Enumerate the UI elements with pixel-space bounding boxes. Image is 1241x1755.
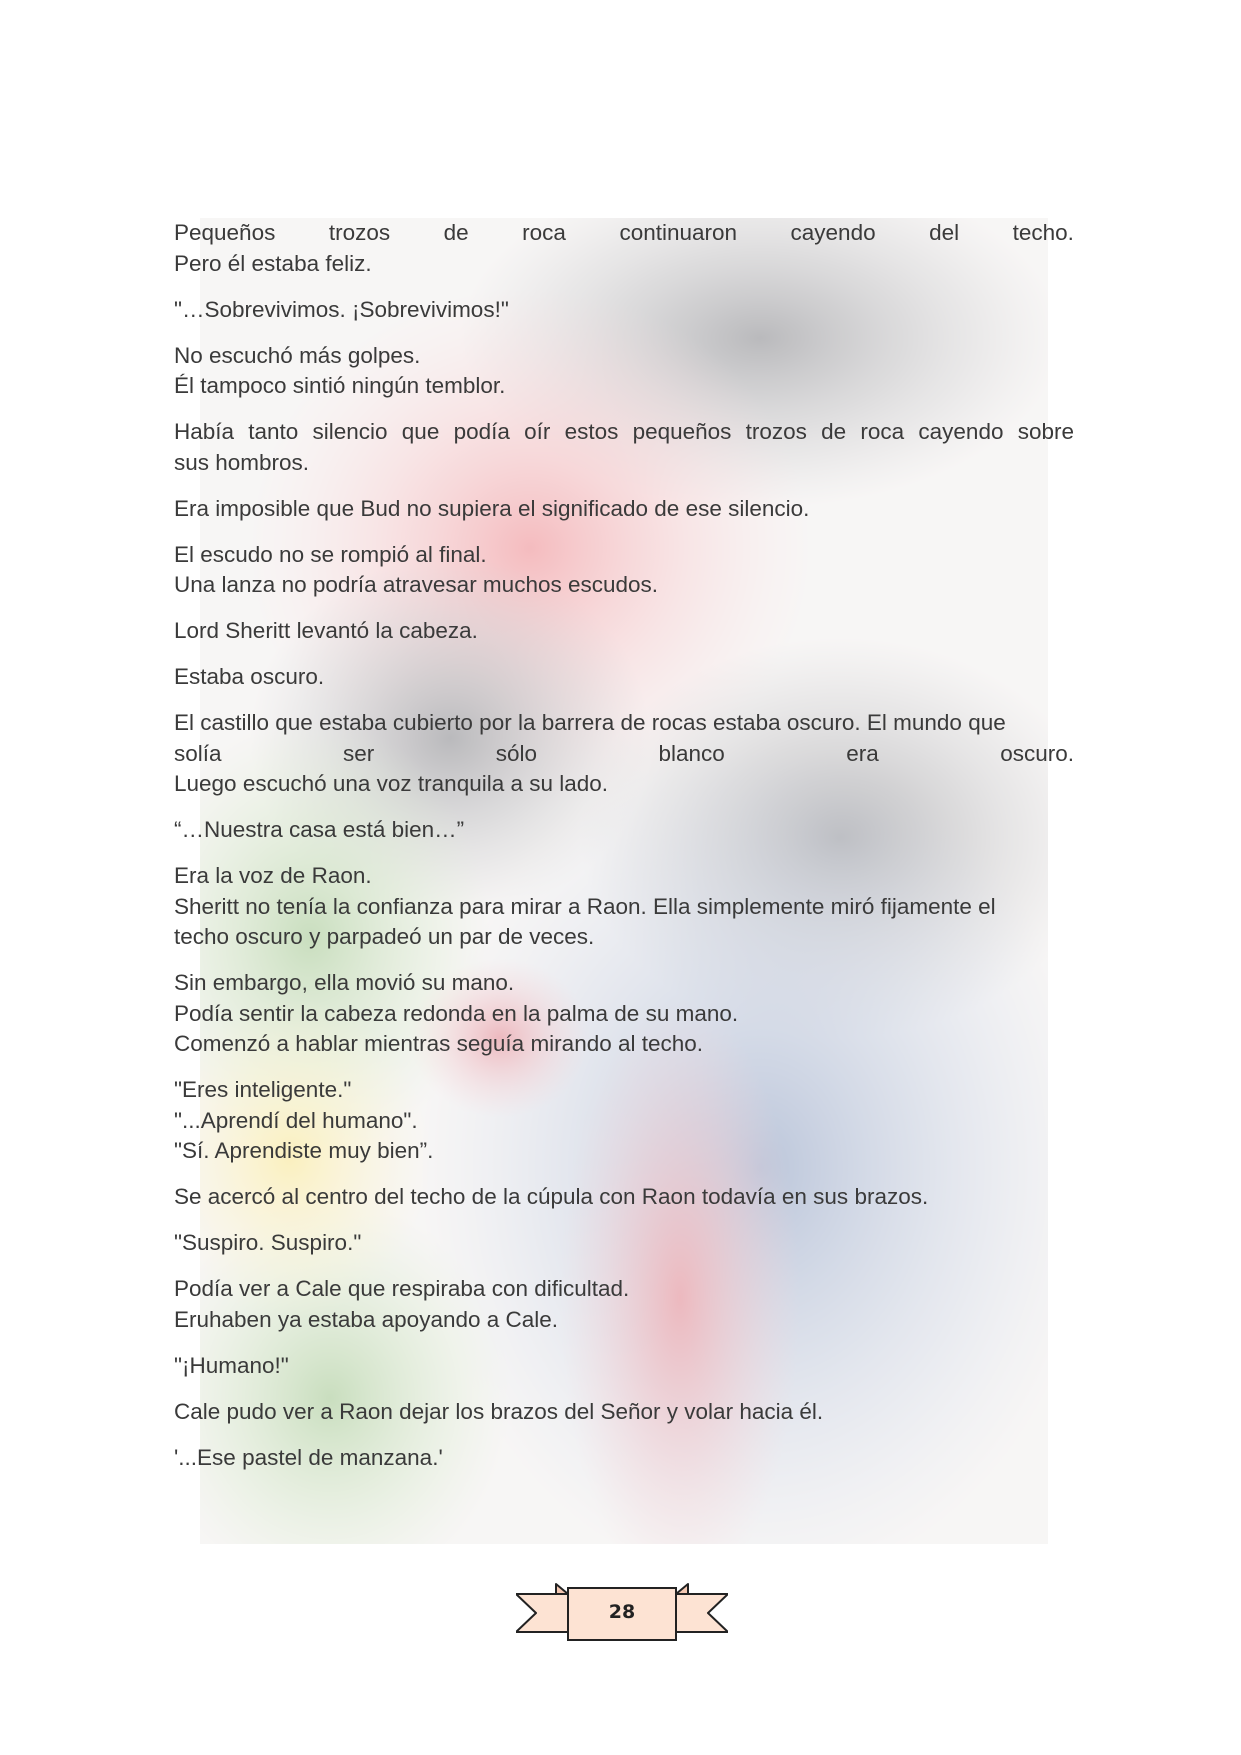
paragraph [174,1351,1074,1382]
paragraph [174,417,1074,478]
word: sobre [1017,419,1074,444]
text-line: "Suspiro. Suspiro." [174,1230,362,1255]
text-line: Él tampoco sintió ningún temblor. [174,373,506,398]
justified-text-line [174,218,1074,249]
justified-text-line [174,417,1074,448]
paragraph [174,1397,1074,1428]
word: pequeños [632,419,732,444]
text-line: El castillo que estaba cubierto por la barrera de rocas estaba oscuro. El mundo que [174,710,1006,735]
word: trozos [328,220,391,245]
word: podía [453,419,510,444]
text-line: No escuchó más golpes. [174,342,421,368]
word: que [401,419,440,444]
page-number: 28 [608,1601,636,1623]
paragraph [174,341,1074,402]
word: continuaron [619,220,738,245]
text-line: Sin embargo, ella movió su mano. [174,970,515,995]
paragraph [174,218,1074,279]
word: cayendo [918,419,1004,444]
paragraph [174,1274,1074,1335]
word: Había [174,419,235,444]
text-line: sus hombros. [174,449,310,475]
word: Pequeños [174,220,276,245]
word: oír [524,419,551,444]
word: techo. [1012,220,1074,245]
paragraph [174,1182,1074,1213]
text-line: "¡Humano!" [174,1352,289,1378]
paragraph [174,968,1074,1060]
word: del [929,220,960,245]
text-line: Lord Sheritt levantó la cabeza. [174,618,478,643]
text-line: Una lanza no podría atravesar muchos escudos. [174,572,659,597]
text-line: techo oscuro y parpadeó un par de veces. [174,924,595,949]
paragraph [174,1075,1074,1167]
word: silencio [312,419,388,444]
text-line: Eruhaben ya estaba apoyando a Cale. [174,1306,559,1332]
text-line: "...Aprendí del humano". [174,1107,418,1133]
word: oscuro. [1000,740,1074,766]
text-line: Comenzó a hablar mientras seguía mirando al techo. [174,1031,704,1056]
word: trozos [745,419,807,444]
word: blanco [658,740,725,766]
text-line: "…Sobrevivimos. ¡Sobrevivimos!" [174,296,509,322]
text-line: Era imposible que Bud no supiera el significado de ese silencio. [174,495,810,521]
justified-text-line [174,739,1074,770]
paragraph [174,1228,1074,1259]
word: ser [342,740,375,766]
paragraph [174,708,1074,800]
text-line: Era la voz de Raon. [174,863,372,888]
paragraph [174,1443,1074,1474]
text-line: Se acercó al centro del techo de la cúpula con Raon todavía en sus brazos. [174,1184,929,1209]
text-line: "Sí. Aprendiste muy bien”. [174,1138,434,1163]
word: de [821,419,847,444]
word: roca [860,419,905,444]
paragraph [174,861,1074,953]
text-line: Cale pudo ver a Raon dejar los brazos del Señor y volar hacia él. [174,1398,824,1424]
paragraph [174,494,1074,525]
text-line: "Eres inteligente." [174,1077,352,1102]
text-line: Sheritt no tenía la confianza para mirar a Raon. Ella simplemente miró fijamente el [174,893,996,919]
word: solía [174,740,222,766]
paragraph [174,540,1074,601]
word: de [443,220,469,245]
word: sólo [495,740,537,766]
word: estos [564,419,619,444]
paragraph [174,616,1074,647]
text-line: Luego escuchó una voz tranquila a su lado. [174,771,609,796]
text-line: Pero él estaba feliz. [174,250,372,276]
paragraph [174,815,1074,846]
text-line: Podía sentir la cabeza redonda en la palma de su mano. [174,1000,739,1026]
text-line: El escudo no se rompió al final. [174,541,487,567]
chapter-text [174,218,1074,1489]
word: cayendo [790,220,876,245]
page-number-badge [516,1582,728,1644]
text-line: “…Nuestra casa está bien…” [174,817,465,842]
word: era [846,740,879,766]
word: tanto [248,419,299,444]
paragraph [174,295,1074,326]
text-line: Podía ver a Cale que respiraba con dificultad. [174,1276,630,1301]
word: roca [522,220,566,245]
text-line: '...Ese pastel de manzana.' [174,1444,443,1470]
text-line: Estaba oscuro. [174,664,325,689]
paragraph [174,662,1074,693]
